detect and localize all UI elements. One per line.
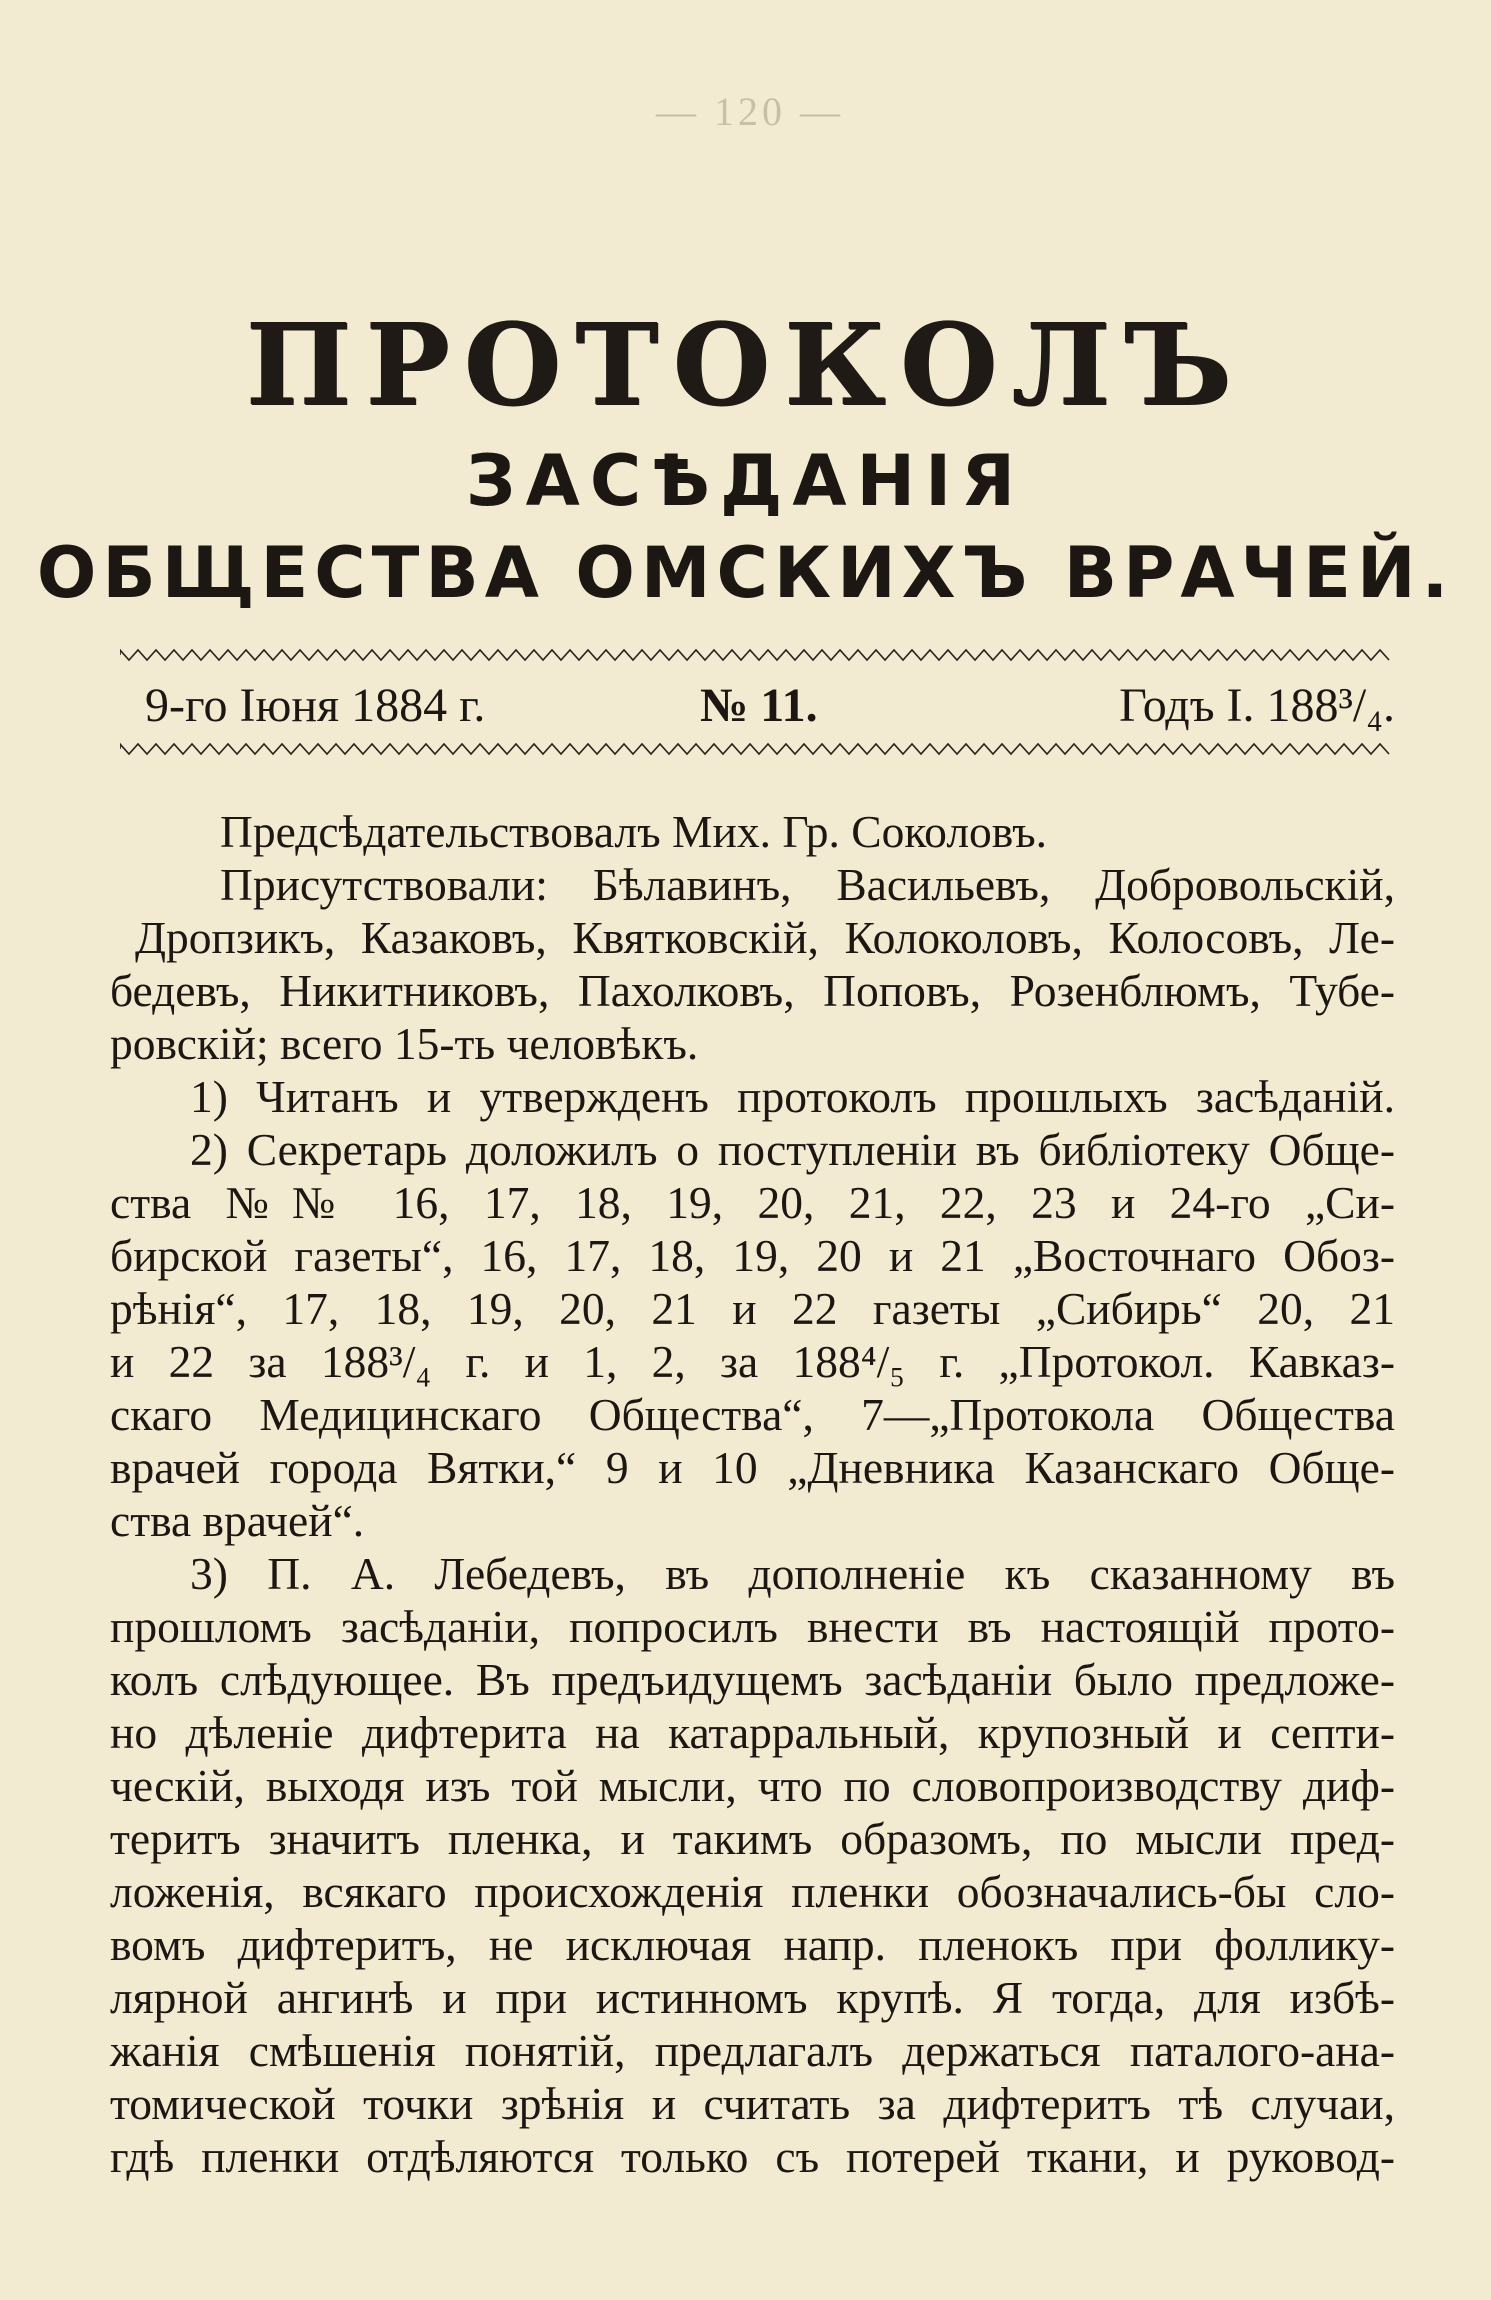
text-line: прошломъ засѣданiи, попросилъ внести въ настоящiй прото- [110,1601,1395,1652]
text-line: рѣнiя“, 17, 18, 19, 20, 21 и 22 газеты „Сибирь“ 20, 21 [110,1283,1395,1334]
text-line: лярной ангинѣ и при истинномъ крупѣ. Я тогда, для избѣ- [110,1972,1395,2023]
protocol-body [110,805,1395,2183]
text-line: колъ слѣдующее. Въ предъидущемъ засѣданiи было предложе- [110,1654,1395,1705]
document-subtitle: ЗАСѢДАНIЯ [465,440,1026,522]
wavy-rule-bottom [120,742,1390,756]
text-line: Дропзикъ, Казаковъ, Квятковскiй, Колоколовъ, Колосовъ, Ле- [135,912,1395,963]
text-line: ровскiй; всего 15-ть человѣкъ. [110,1018,699,1069]
text-line: теритъ значитъ пленка, и такимъ образомъ, по мысли пред- [110,1813,1395,1864]
text-line: ложенiя, всякаго происхожденiя пленки обозначались-бы сло- [110,1866,1395,1917]
text-line: 1) Читанъ и утвержденъ протоколъ прошлыхъ засѣданiй. [190,1071,1395,1122]
society-year: Годъ I. 188³/₄. [1119,679,1395,732]
text-line: и 22 за 188³/₄ г. и 1, 2, за 188⁴/₅ г. „Протокол. Кавказ- [110,1336,1395,1387]
protocol-number: № 11. [700,679,818,732]
text-line: 2) Секретарь доложилъ о поступленiи въ библiотеку Обще- [190,1124,1395,1175]
text-line: томической точки зрѣнiя и считать за дифтеритъ тѣ случаи, [110,2078,1395,2129]
text-line: врачей города Вятки,“ 9 и 10 „Дневника Казанскаго Обще- [110,1442,1395,1493]
text-line: бирской газеты“, 16, 17, 18, 19, 20 и 21 „Восточнаго Обоз- [110,1230,1395,1281]
document-title: ПРОТОКОЛЪ [245,300,1246,431]
text-line: 3) П. А. Лебедевъ, въ дополненiе къ сказанному въ [190,1548,1395,1599]
text-line: Предсѣдательствовалъ Мих. Гр. Соколовъ. [220,806,1048,857]
text-line: вомъ дифтеритъ, не исключая напр. пленокъ при фоллику- [110,1919,1395,1970]
text-line: скаго Медицинскаго Общества“, 7—„Протокола Общества [110,1389,1395,1440]
society-name: ОБЩЕСТВА ОМСКИХЪ ВРАЧЕЙ. [36,532,1455,614]
text-line: Присутствовали: Бѣлавинъ, Васильевъ, Добровольскiй, [220,859,1395,910]
text-line: ства №№ 16, 17, 18, 19, 20, 21, 22, 23 и 24-го „Си- [110,1177,1395,1228]
meeting-date: 9-го Iюня 1884 г. [145,679,486,732]
wavy-rule-top [120,648,1390,662]
text-line: гдѣ пленки отдѣляются только съ потерей ткани, и руковод- [110,2131,1395,2182]
text-line: ческiй, выходя изъ той мысли, что по словопроизводству диф- [110,1760,1395,1811]
text-line: жанiя смѣшенiя понятiй, предлагалъ держаться паталого-ана- [110,2025,1395,2076]
page-number: — 120 — [656,89,844,134]
text-line: бедевъ, Никитниковъ, Пахолковъ, Поповъ, Розенблюмъ, Тубе- [110,965,1395,1016]
dateline [145,678,1395,738]
text-line: ства врачей“. [110,1495,365,1546]
text-line: но дѣленiе дифтерита на катарральный, крупозный и септи- [110,1707,1395,1758]
